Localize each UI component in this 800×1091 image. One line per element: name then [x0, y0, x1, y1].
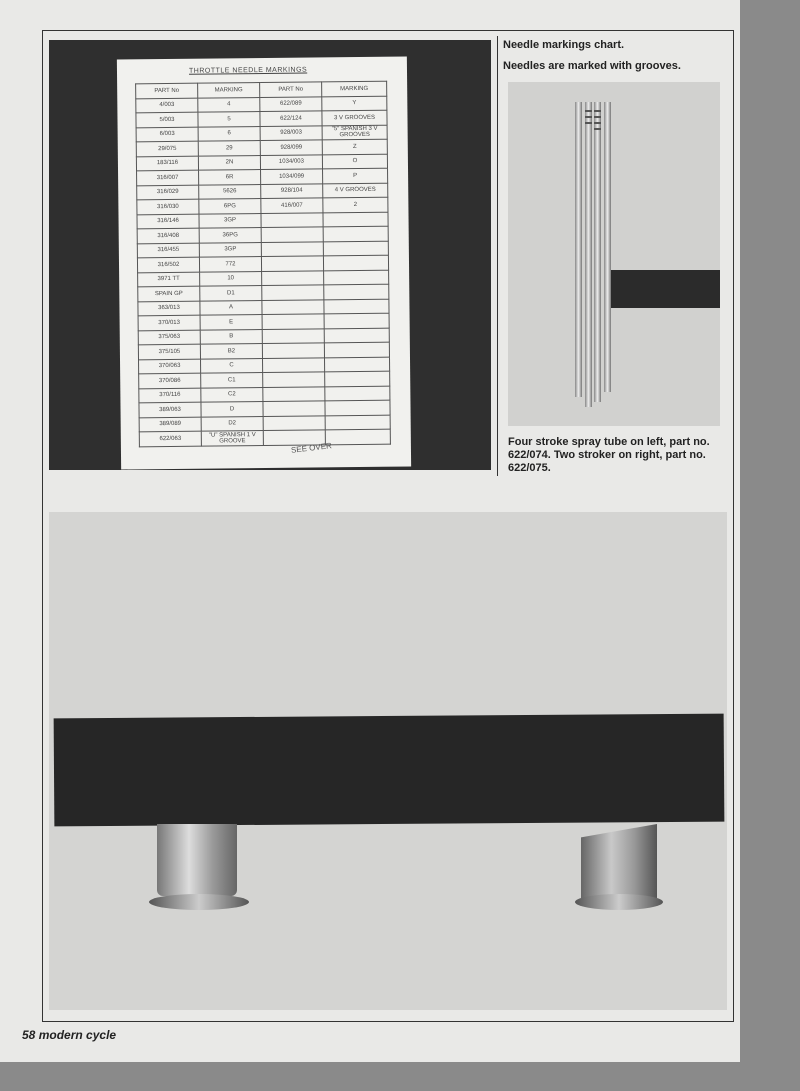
table-header-cell: PART No	[260, 82, 322, 97]
table-cell: D	[201, 402, 263, 417]
table-cell: 6/003	[136, 127, 198, 142]
table-cell	[261, 241, 323, 256]
table-cell: 316/007	[137, 170, 199, 185]
page-number: 58	[22, 1028, 36, 1042]
table-cell: 4/003	[136, 98, 198, 113]
table-cell: B2	[200, 344, 262, 359]
table-cell: D1	[200, 286, 262, 301]
table-cell	[325, 429, 390, 444]
table-cell: 6PG	[199, 199, 261, 214]
table-cell: 5/003	[136, 112, 198, 127]
table-cell	[325, 386, 390, 401]
table-cell: 316/408	[137, 228, 199, 243]
table-row	[139, 429, 390, 446]
needles-photo	[508, 82, 720, 426]
tube-flange	[575, 894, 663, 910]
table-cell	[261, 227, 323, 242]
two-stroke-spray-tube	[581, 824, 657, 898]
table-cell: A	[200, 300, 262, 315]
page-footer	[22, 1028, 116, 1042]
table-cell: 363/013	[138, 301, 200, 316]
table-cell: 928/099	[260, 140, 322, 155]
table-cell	[261, 256, 323, 271]
table-cell	[262, 314, 324, 329]
table-cell: 370/116	[139, 388, 201, 403]
caption-needles: Needles are marked with grooves.	[503, 60, 681, 72]
table-cell: 316/455	[137, 243, 199, 258]
caption-chart-title: Needle markings chart.	[503, 39, 625, 51]
table-cell: 2N	[198, 155, 260, 170]
table-cell	[262, 343, 324, 358]
tube-flange	[149, 894, 249, 910]
table-cell: 3 V GROOVES	[322, 110, 387, 125]
table-cell	[262, 285, 324, 300]
table-cell	[323, 226, 388, 241]
table-cell: 316/029	[137, 185, 199, 200]
table-cell: 2	[323, 197, 388, 212]
needle-image	[604, 102, 611, 392]
table-cell: 389/063	[139, 402, 201, 417]
table-cell: 375/063	[138, 330, 200, 345]
table-cell: 3GP	[199, 213, 261, 228]
table-cell: E	[200, 315, 262, 330]
table-cell: 5626	[199, 184, 261, 199]
table-cell	[262, 328, 324, 343]
table-cell: "5" SPANISH 3 V GROOVES	[322, 125, 387, 140]
table-cell: 375/105	[138, 344, 200, 359]
table-cell: C2	[201, 387, 263, 402]
table-cell: 36PG	[199, 228, 261, 243]
table-cell	[324, 284, 389, 299]
table-cell: 10	[200, 271, 262, 286]
table-cell	[263, 415, 325, 430]
caption-spray-tube: Four stroke spray tube on left, part no. 622/074. Two stroker on right, part no. 622/075.	[508, 436, 710, 474]
table-cell: P	[323, 168, 388, 183]
table-header-cell: MARKING	[198, 83, 260, 98]
table-cell: 622/089	[260, 96, 322, 111]
needle-image	[585, 102, 592, 407]
table-cell	[262, 299, 324, 314]
table-cell: Z	[322, 139, 387, 154]
needle-chart-table	[135, 81, 391, 447]
publication-name: modern cycle	[38, 1028, 117, 1042]
table-cell	[262, 357, 324, 372]
table-cell: 928/104	[261, 183, 323, 198]
table-cell: 622/124	[260, 111, 322, 126]
table-cell	[323, 212, 388, 227]
table-header-cell: PART No	[136, 83, 198, 98]
table-cell: Y	[322, 96, 387, 111]
table-cell: 622/063	[139, 431, 201, 446]
table-cell	[261, 212, 323, 227]
table-cell	[263, 401, 325, 416]
table-cell: 370/086	[139, 373, 201, 388]
table-cell	[263, 386, 325, 401]
table-cell: 928/003	[260, 125, 322, 140]
table-cell: 316/146	[137, 214, 199, 229]
table-cell: O	[322, 154, 387, 169]
table-cell: 5	[198, 112, 260, 127]
column-divider	[497, 36, 498, 476]
table-cell: C1	[201, 373, 263, 388]
table-cell: C	[200, 358, 262, 373]
table-cell: 316/030	[137, 199, 199, 214]
table-cell: 183/116	[136, 156, 198, 171]
table-cell: 6R	[199, 170, 261, 185]
table-cell: B	[200, 329, 262, 344]
table-cell: 29/075	[136, 141, 198, 156]
needle-chart-title: THROTTLE NEEDLE MARKINGS	[188, 66, 308, 75]
dark-bar	[54, 714, 725, 827]
spray-tubes-photo	[49, 512, 727, 1010]
table-cell: 772	[199, 257, 261, 272]
table-cell	[262, 270, 324, 285]
table-cell	[324, 299, 389, 314]
table-cell: 29	[198, 141, 260, 156]
table-cell	[325, 371, 390, 386]
table-cell: 416/007	[261, 198, 323, 213]
table-cell	[323, 255, 388, 270]
needle-image	[594, 102, 601, 402]
table-cell: 389/089	[139, 417, 201, 432]
table-cell: 1034/099	[261, 169, 323, 184]
table-cell: 4	[198, 97, 260, 112]
table-cell	[324, 357, 389, 372]
chart-footnote: SEE OVER	[290, 441, 333, 455]
table-cell	[325, 400, 390, 415]
table-cell	[324, 313, 389, 328]
table-cell	[263, 372, 325, 387]
dark-bar	[610, 270, 720, 308]
table-cell	[325, 415, 390, 430]
table-cell	[324, 342, 389, 357]
needle-image	[575, 102, 582, 397]
table-cell: 370/013	[138, 315, 200, 330]
needle-chart-card	[117, 56, 411, 469]
table-cell: "U" SPANISH 1 V GROOVE	[201, 431, 263, 446]
table-cell	[324, 328, 389, 343]
table-cell: SPAIN GP	[138, 286, 200, 301]
table-cell	[324, 270, 389, 285]
table-cell: 4 V GROOVES	[323, 183, 388, 198]
table-cell: D2	[201, 416, 263, 431]
table-cell: 316/502	[137, 257, 199, 272]
needle-chart-photo	[49, 40, 491, 470]
table-header-cell: MARKING	[322, 81, 387, 96]
table-cell: 3971 TT	[138, 272, 200, 287]
table-cell: 6	[198, 126, 260, 141]
table-cell: 370/063	[139, 359, 201, 374]
table-cell: 1034/003	[260, 154, 322, 169]
four-stroke-spray-tube	[157, 824, 237, 896]
table-cell	[323, 241, 388, 256]
table-cell: 3GP	[199, 242, 261, 257]
